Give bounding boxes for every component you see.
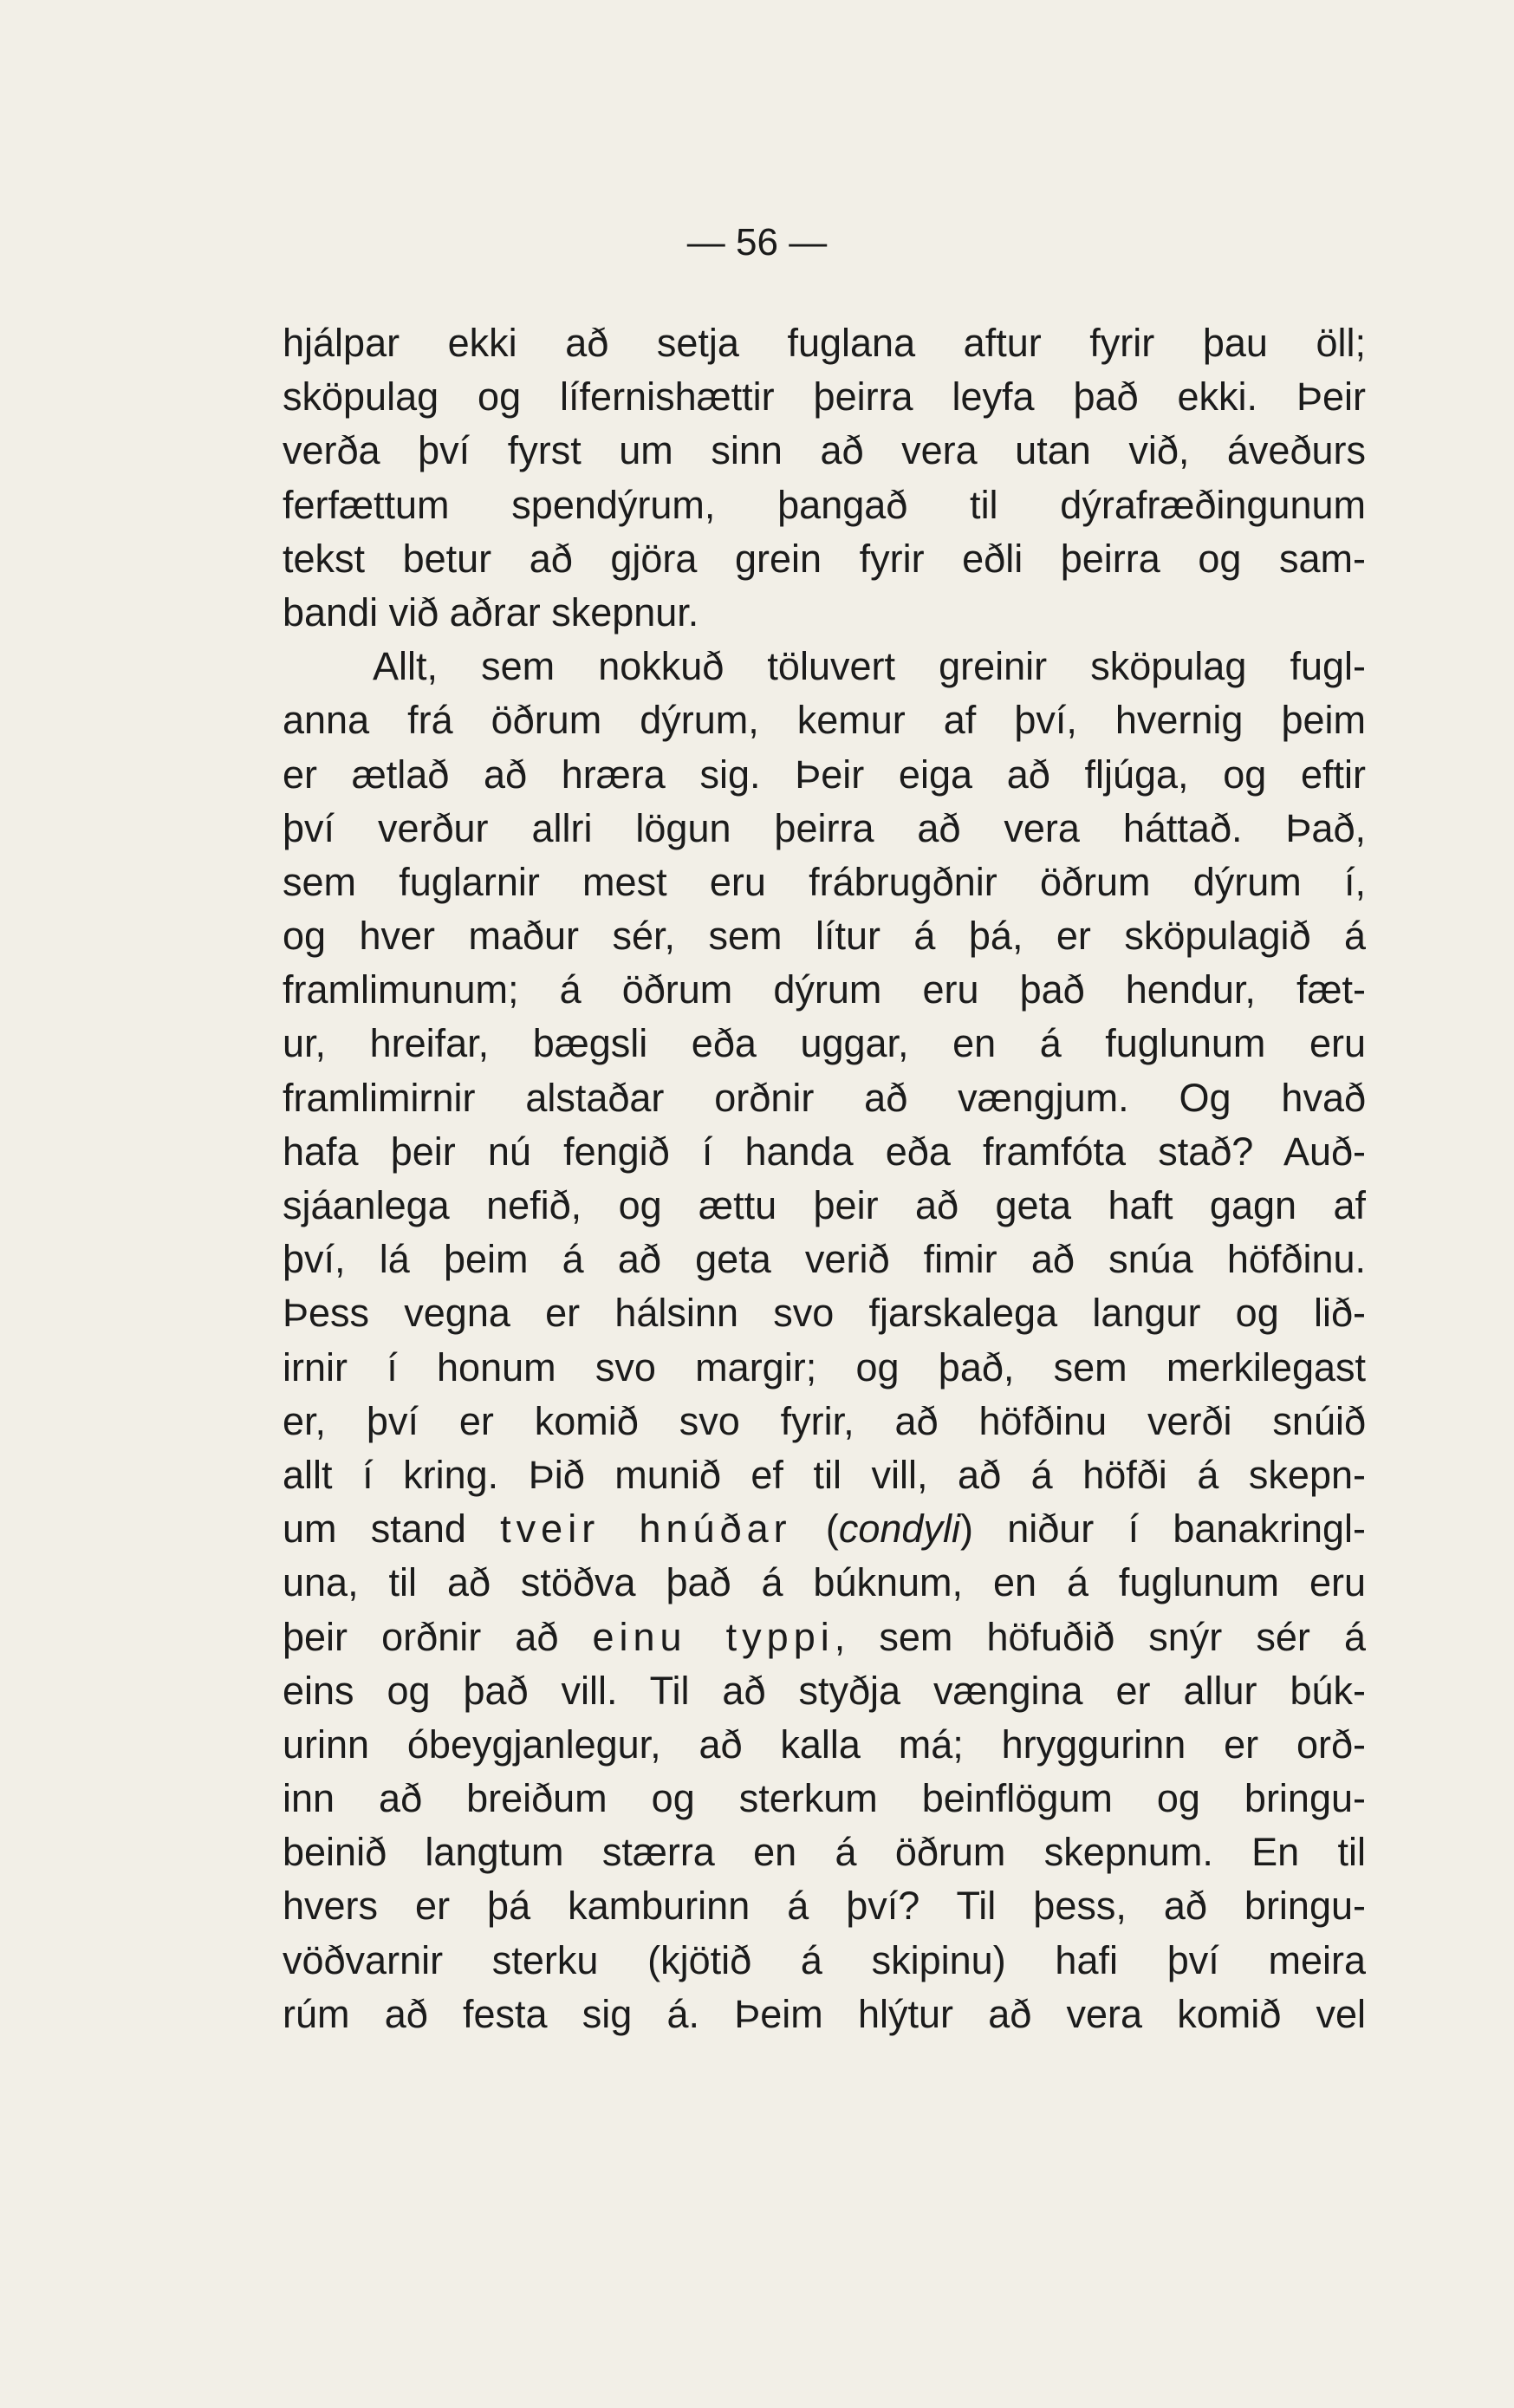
- italic-term: condyli: [838, 1507, 960, 1552]
- text-line: anna frá öðrum dýrum, kemur af því, hvernig þeim: [283, 698, 1366, 743]
- text-line: framlimunum; á öðrum dýrum eru það hendur, fæt-: [283, 967, 1366, 1012]
- text-line: eins og það vill. Til að styðja vængina er allur búk-: [283, 1668, 1366, 1713]
- text-line: er ætlað að hræra sig. Þeir eiga að fljúga, og eftir: [283, 752, 1366, 797]
- text-line: því, lá þeim á að geta verið fimir að snúa höfðinu.: [283, 1237, 1366, 1282]
- text-line: framlimirnir alstaðar orðnir að vængjum. Og hvað: [283, 1075, 1366, 1120]
- text-line: Þess vegna er hálsinn svo fjarskalega langur og lið-: [283, 1291, 1366, 1336]
- text-line: verða því fyrst um sinn að vera utan við, áveðurs: [283, 428, 1366, 473]
- spaced-term: tveir hnúðar: [500, 1507, 792, 1552]
- text-line: tekst betur að gjöra grein fyrir eðli þeirra og sam-: [283, 536, 1366, 581]
- spaced-term: einu typpi: [592, 1614, 835, 1659]
- page-number: — 56 —: [686, 221, 828, 264]
- text-line: hjálpar ekki að setja fuglana aftur fyrir þau öll;: [283, 321, 1366, 365]
- text-line: sköpulag og lífernishættir þeirra leyfa það ekki. Þeir: [283, 374, 1366, 420]
- text-line: irnir í honum svo margir; og það, sem merkilegast: [283, 1344, 1366, 1389]
- text-line: ferfættum spendýrum, þangað til dýrafræðingunum: [283, 482, 1366, 527]
- body-text: [283, 316, 1366, 2041]
- text-line: una, til að stöðva það á búknum, en á fuglunum eru: [283, 1560, 1366, 1605]
- text-span: , sem höfuðið snýr sér á: [834, 1614, 1366, 1659]
- text-line: hafa þeir nú fengið í handa eða framfóta stað? Auð-: [283, 1129, 1366, 1174]
- text-line: hvers er þá kamburinn á því? Til þess, að bringu-: [283, 1884, 1366, 1929]
- text-line: því verður allri lögun þeirra að vera háttað. Það,: [283, 805, 1366, 850]
- text-line: inn að breiðum og sterkum beinflögum og bringu-: [283, 1776, 1366, 1821]
- text-line: rúm að festa sig á. Þeim hlýtur að vera komið vel: [283, 1991, 1366, 2036]
- text-line: urinn óbeygjanlegur, að kalla má; hryggurinn er orð-: [283, 1721, 1366, 1767]
- text-line: Allt, sem nokkuð töluvert greinir sköpulag fugl-: [373, 644, 1366, 689]
- text-line: allt í kring. Þið munið ef til vill, að á höfði á skepn-: [283, 1452, 1366, 1497]
- text-line: [283, 1611, 1366, 1664]
- text-line: og hver maður sér, sem lítur á þá, er sköpulagið á: [283, 914, 1366, 959]
- text-span: (: [791, 1507, 839, 1552]
- text-span: ) niður í banakringl-: [959, 1507, 1366, 1552]
- text-line: beinið langtum stærra en á öðrum skepnum. En til: [283, 1830, 1366, 1875]
- text-line: bandi við aðrar skepnur.: [283, 589, 699, 635]
- text-line: vöðvarnir sterku (kjötið á skipinu) hafi því meira: [283, 1937, 1366, 1982]
- text-line: sem fuglarnir mest eru frábrugðnir öðrum dýrum í,: [283, 859, 1366, 904]
- text-span: um stand: [283, 1507, 501, 1552]
- text-line: er, því er komið svo fyrir, að höfðinu verði snúið: [283, 1398, 1366, 1443]
- text-line: ur, hreifar, bægsli eða uggar, en á fuglunum eru: [283, 1021, 1366, 1066]
- text-span: þeir orðnir að: [283, 1614, 593, 1659]
- text-line: [283, 1502, 1366, 1556]
- text-line: sjáanlega nefið, og ættu þeir að geta haft gagn af: [283, 1183, 1366, 1227]
